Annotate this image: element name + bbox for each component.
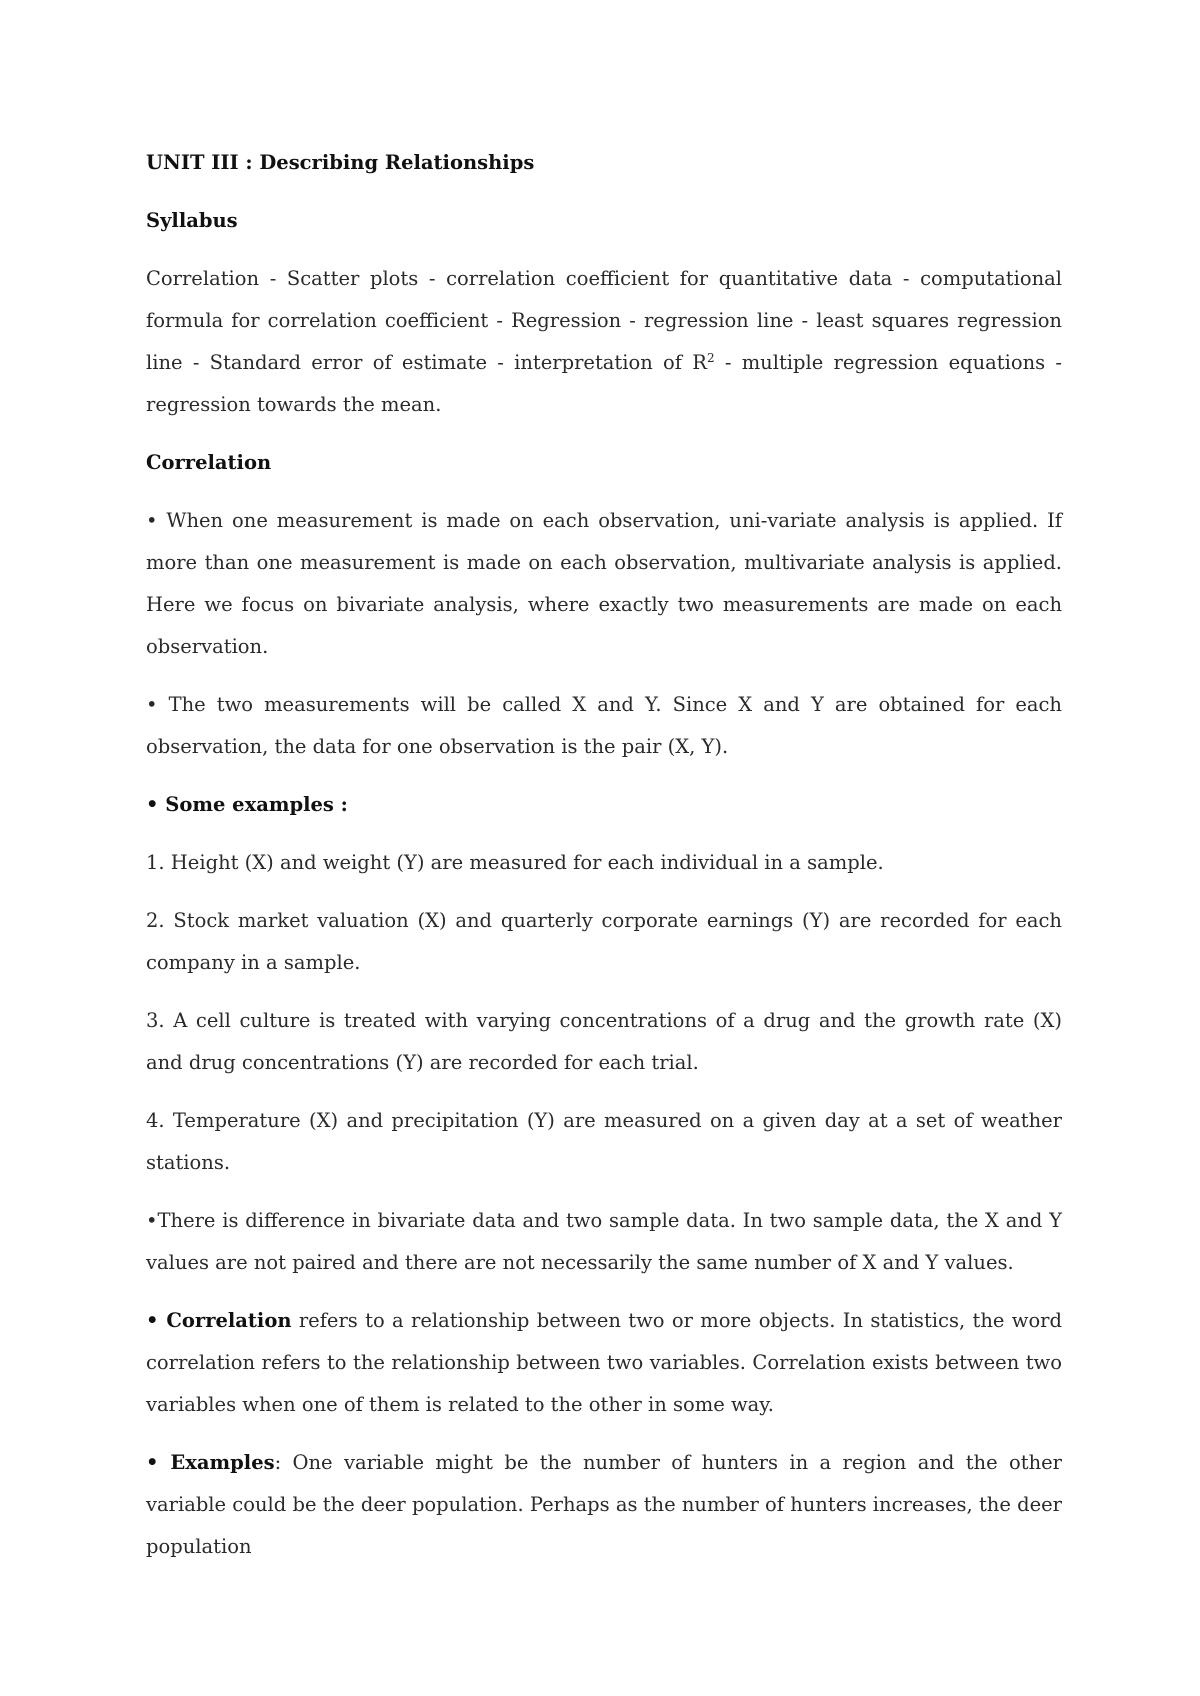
paragraph-examples-hunters [146,1442,1062,1568]
document-body [146,142,1062,1584]
examples-hunters-text: : One variable might be the number of hunters in a region and the other variable could be the deer population. Perhaps as the number of hunters increases, the deer population [146,1451,1062,1558]
paragraph-two-measurements: • The two measurements will be called X and Y. Since X and Y are obtained for each observation, the data for one observation is the pair (X, Y). [146,693,1062,758]
correlation-heading: Correlation [146,451,272,474]
r-squared-superscript: 2 [706,351,715,365]
syllabus-paragraph [146,258,1062,426]
example-item: 1. Height (X) and weight (Y) are measured for each individual in a sample. [146,851,884,874]
syllabus-text-main: Correlation - Scatter plots - correlation coefficient for quantitative data - computational formula for correlation coefficient - Regression - regression line - least squares regression line - Standard error of estimate - interpretation of R [146,267,1062,374]
example-item: 3. A cell culture is treated with varying concentrations of a drug and the growth rate (X) and drug concentrations (Y) are recorded for each trial. [146,1009,1062,1074]
syllabus-heading: Syllabus [146,209,238,232]
paragraph-bivariate-difference: •There is difference in bivariate data and two sample data. In two sample data, the X and Y values are not paired and there are not necessarily the same number of X and Y values. [146,1209,1062,1274]
correlation-bold-term: • Correlation [146,1309,292,1332]
examples-bold-term: • Examples [146,1451,275,1474]
example-item: 4. Temperature (X) and precipitation (Y) are measured on a given day at a set of weather stations. [146,1109,1062,1174]
syllabus-text-end: - multiple regression equations - regression towards the mean. [146,351,1062,416]
example-item: 2. Stock market valuation (X) and quarterly corporate earnings (Y) are recorded for each company in a sample. [146,909,1062,974]
some-examples-heading: • Some examples : [146,793,348,816]
correlation-definition-text: refers to a relationship between two or more objects. In statistics, the word correlation refers to the relationship between two variables. Correlation exists between two variables when one of them is related to the other in some way. [146,1309,1062,1416]
paragraph-correlation-definition [146,1300,1062,1426]
page-title: UNIT III : Describing Relationships [146,151,535,174]
paragraph-univariate: • When one measurement is made on each observation, uni-variate analysis is applied. If more than one measurement is made on each observation, multivariate analysis is applied. Here we focus on bivariate analysis, where exactly two measurements are made on each observation. [146,509,1062,658]
